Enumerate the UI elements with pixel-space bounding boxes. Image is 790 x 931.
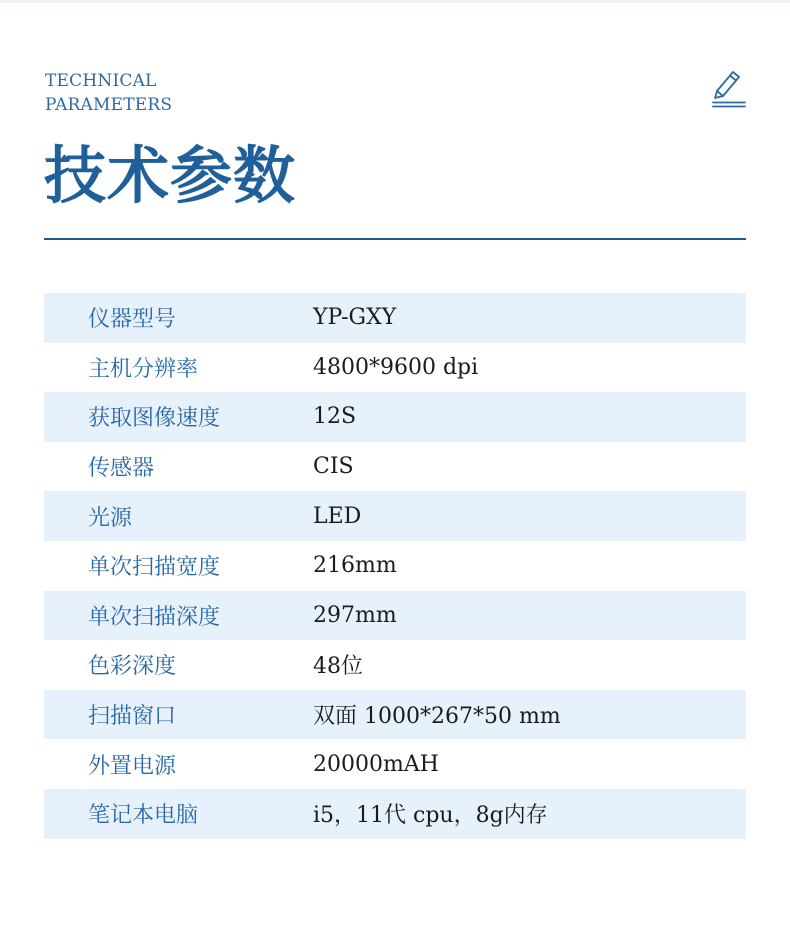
spec-row (44, 392, 746, 442)
spec-label: 外置电源 (88, 753, 177, 779)
eyebrow-line-2: PARAMETERS (45, 95, 173, 115)
spec-value: 12S (313, 404, 357, 430)
spec-label: 单次扫描深度 (88, 604, 221, 630)
spec-row (44, 739, 746, 789)
spec-value: 双面 1000*267*50 mm (313, 704, 561, 730)
spec-label: 光源 (88, 505, 133, 531)
spec-value: i5，11代 cpu，8g内存 (313, 803, 548, 829)
spec-row (44, 293, 746, 343)
spec-label: 获取图像速度 (88, 406, 221, 432)
spec-row (44, 789, 746, 839)
spec-value: 20000mAH (313, 751, 439, 777)
section-eyebrow (45, 69, 172, 117)
spec-row (44, 640, 746, 690)
spec-row (44, 442, 746, 492)
spec-table (44, 293, 746, 839)
spec-value: 216mm (313, 553, 397, 579)
spec-value: 48位 (313, 654, 363, 680)
spec-row (44, 690, 746, 740)
page-title: 技术参数 (44, 139, 297, 212)
spec-row (44, 491, 746, 541)
spec-label: 传感器 (88, 456, 155, 482)
spec-value: YP-GXY (313, 305, 397, 331)
spec-value: 4800*9600 dpi (313, 354, 479, 380)
spec-label: 色彩深度 (88, 654, 177, 680)
spec-row (44, 591, 746, 641)
spec-value: LED (313, 503, 362, 529)
spec-label: 单次扫描宽度 (88, 555, 221, 581)
spec-label: 主机分辨率 (88, 356, 199, 382)
spec-label: 扫描窗口 (88, 704, 177, 730)
spec-label: 笔记本电脑 (88, 803, 199, 829)
spec-label: 仪器型号 (88, 307, 177, 333)
spec-value: 297mm (313, 602, 397, 628)
top-rule (0, 0, 790, 3)
spec-row (44, 343, 746, 393)
spec-row (44, 541, 746, 591)
title-divider (44, 238, 746, 240)
spec-value: CIS (313, 454, 354, 480)
edit-pencil-icon (709, 68, 747, 108)
eyebrow-line-1: TECHNICAL (45, 71, 157, 91)
